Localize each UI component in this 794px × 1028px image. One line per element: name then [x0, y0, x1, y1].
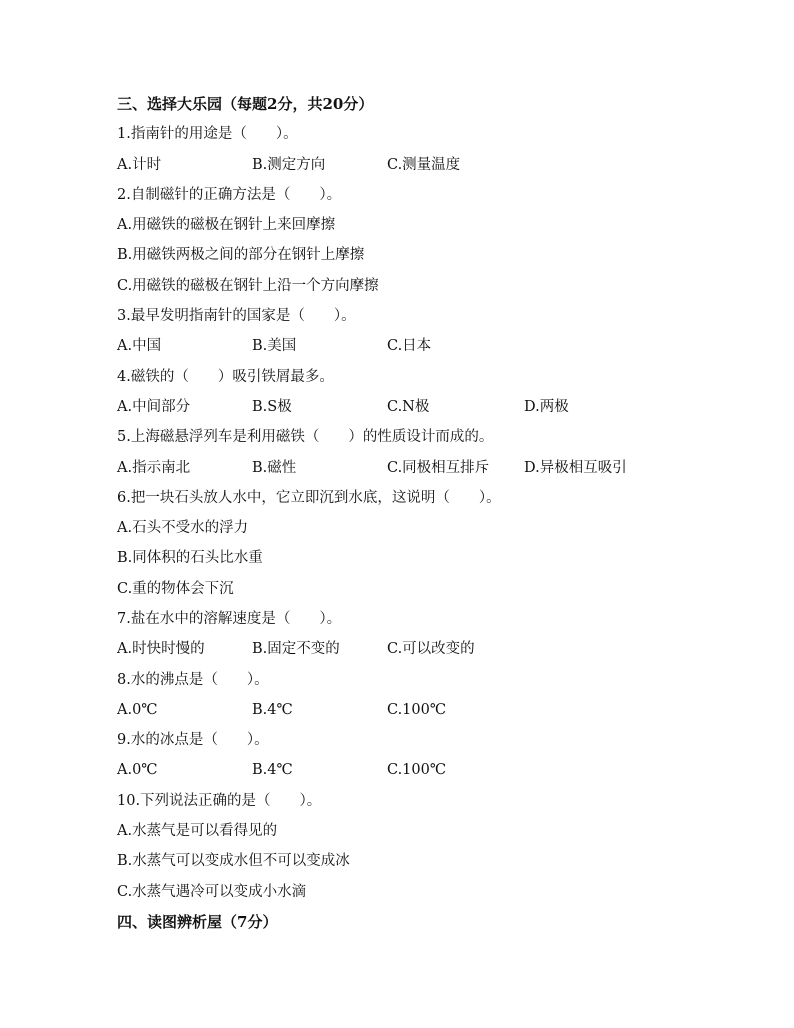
section-heading-choice: 三、选择大乐园（每题2分，共20分）	[117, 95, 374, 113]
question-8-option-a: A.0℃	[117, 702, 158, 718]
question-6-stem: 6.把一块石头放人水中，它立即沉到水底，这说明（ ）。	[117, 490, 501, 506]
question-4-options	[117, 397, 717, 417]
question-5-option-c: C.同极相互排斥	[387, 460, 490, 476]
question-3-option-a: A.中国	[117, 338, 162, 354]
question-5-option-a: A.指示南北	[117, 460, 191, 476]
question-9-stem: 9.水的冰点是（ ）。	[117, 732, 269, 748]
question-6-option-a: A.石头不受水的浮力	[117, 520, 249, 536]
question-9-option-b: B.4℃	[252, 762, 293, 778]
question-8-stem: 8.水的沸点是（ ）。	[117, 672, 269, 688]
question-2-stem: 2.自制磁针的正确方法是（ ）。	[117, 187, 342, 203]
question-10-option-c: C.水蒸气遇冷可以变成小水滴	[117, 884, 307, 900]
question-5-option-b: B.磁性	[252, 460, 297, 476]
question-8-options	[117, 700, 717, 720]
question-3-options	[117, 336, 717, 356]
question-7-stem: 7.盐在水中的溶解速度是（ ）。	[117, 611, 342, 627]
question-9-option-a: A.0℃	[117, 762, 158, 778]
question-1-stem: 1.指南针的用途是（ ）。	[117, 126, 298, 142]
question-8-option-c: C.100℃	[387, 702, 447, 718]
question-8-option-b: B.4℃	[252, 702, 293, 718]
question-5-options	[117, 458, 717, 478]
question-2-option-c: C.用磁铁的磁极在钢针上沿一个方向摩擦	[117, 278, 379, 294]
question-4-stem: 4.磁铁的（ ）吸引铁屑最多。	[117, 369, 334, 385]
question-10-stem: 10.下列说法正确的是（ ）。	[117, 793, 322, 809]
question-4-option-b: B.S极	[252, 399, 292, 415]
question-10-option-a: A.水蒸气是可以看得见的	[117, 823, 278, 839]
question-3-option-c: C.日本	[387, 338, 432, 354]
question-6-option-c: C.重的物体会下沉	[117, 581, 234, 597]
question-3-stem: 3.最早发明指南针的国家是（ ）。	[117, 308, 356, 324]
question-1-option-a: A.计时	[117, 157, 162, 173]
question-5-option-d: D.异极相互吸引	[524, 460, 627, 476]
question-2-option-a: A.用磁铁的磁极在钢针上来回摩擦	[117, 217, 336, 233]
question-7-option-b: B.固定不变的	[252, 641, 340, 657]
question-9-options	[117, 760, 717, 780]
question-2-option-b: B.用磁铁两极之间的部分在钢针上摩擦	[117, 247, 365, 263]
question-7-options	[117, 639, 717, 659]
question-4-option-a: A.中间部分	[117, 399, 191, 415]
question-6-option-b: B.同体积的石头比水重	[117, 550, 263, 566]
section-heading-diagram: 四、读图辨析屋（7分）	[117, 913, 278, 931]
question-4-option-c: C.N极	[387, 399, 430, 415]
question-4-option-d: D.两极	[524, 399, 569, 415]
question-7-option-a: A.时快时慢的	[117, 641, 205, 657]
question-7-option-c: C.可以改变的	[387, 641, 475, 657]
question-1-option-b: B.测定方向	[252, 157, 326, 173]
question-3-option-b: B.美国	[252, 338, 297, 354]
question-1-option-c: C.测量温度	[387, 157, 461, 173]
question-5-stem: 5.上海磁悬浮列车是利用磁铁（ ）的性质设计而成的。	[117, 429, 494, 445]
question-1-options	[117, 155, 717, 175]
question-10-option-b: B.水蒸气可以变成水但不可以变成冰	[117, 853, 350, 869]
question-9-option-c: C.100℃	[387, 762, 447, 778]
